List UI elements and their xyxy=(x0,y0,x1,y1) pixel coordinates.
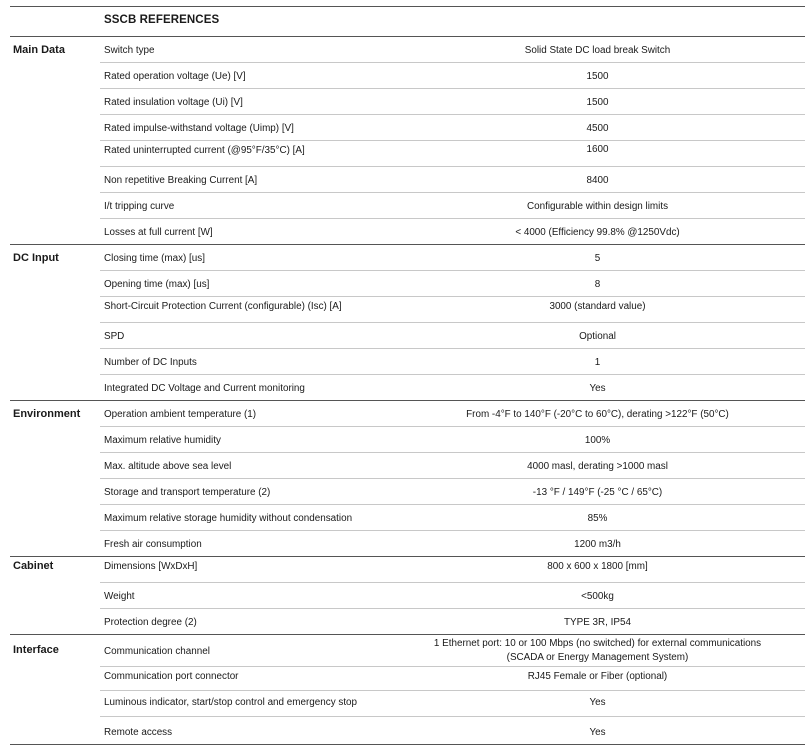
row-label: Operation ambient temperature (1) xyxy=(104,409,257,420)
row-value: -13 °F / 149°F (-25 °C / 65°C) xyxy=(532,487,663,498)
row-label: Maximum relative storage humidity without condensation xyxy=(104,513,353,524)
row-divider xyxy=(100,690,805,691)
row-value: 100% xyxy=(584,435,611,446)
row-label: Integrated DC Voltage and Current monitoring xyxy=(104,383,305,394)
row-divider xyxy=(100,716,805,717)
row-value: 1500 xyxy=(586,97,609,108)
row-divider xyxy=(100,270,805,271)
row-value: 4500 xyxy=(586,123,609,134)
row-value: 8 xyxy=(594,279,601,290)
section-name: DC Input xyxy=(13,252,59,264)
row-divider xyxy=(100,666,805,667)
table-bottom-rule xyxy=(10,744,805,745)
row-value: < 4000 (Efficiency 99.8% @1250Vdc) xyxy=(515,227,680,238)
row-value: From -4°F to 140°F (-20°C to 60°C), derating >122°F (50°C) xyxy=(466,409,729,420)
row-label: Rated operation voltage (Ue) [V] xyxy=(104,71,246,82)
row-label: Rated uninterrupted current (@95°F/35°C) [A] xyxy=(104,145,305,156)
row-label: Storage and transport temperature (2) xyxy=(104,487,271,498)
row-value: 5 xyxy=(594,253,601,264)
table-top-rule xyxy=(10,6,805,7)
row-divider xyxy=(100,582,805,583)
row-divider xyxy=(100,140,805,141)
row-value: Solid State DC load break Switch xyxy=(524,45,671,56)
row-divider xyxy=(100,504,805,505)
row-label: Weight xyxy=(104,591,135,602)
row-divider xyxy=(100,62,805,63)
section-rule xyxy=(10,556,805,557)
row-value: 1500 xyxy=(586,71,609,82)
row-value: Configurable within design limits xyxy=(526,201,669,212)
row-divider xyxy=(100,322,805,323)
row-label: Protection degree (2) xyxy=(104,617,197,628)
row-label: Fresh air consumption xyxy=(104,539,202,550)
row-value: RJ45 Female or Fiber (optional) xyxy=(527,671,668,682)
row-divider xyxy=(100,114,805,115)
row-label: Luminous indicator, start/stop control and emergency stop xyxy=(104,697,358,708)
section-rule xyxy=(10,244,805,245)
row-label: Communication port connector xyxy=(104,671,239,682)
row-divider xyxy=(100,192,805,193)
row-divider xyxy=(100,426,805,427)
section-name: Environment xyxy=(13,408,81,420)
row-value: Yes xyxy=(589,383,606,394)
row-divider xyxy=(100,608,805,609)
section-name: Main Data xyxy=(13,44,65,56)
section-rule xyxy=(10,36,805,37)
row-value: Yes xyxy=(589,697,606,708)
row-label: Non repetitive Breaking Current [A] xyxy=(104,175,258,186)
row-value: 3000 (standard value) xyxy=(549,301,646,312)
row-label: Maximum relative humidity xyxy=(104,435,221,446)
row-label: Remote access xyxy=(104,727,173,738)
row-value: Yes xyxy=(589,727,606,738)
row-value: 85% xyxy=(587,513,608,524)
row-label: Dimensions [WxDxH] xyxy=(104,561,198,572)
row-value: 8400 xyxy=(586,175,609,186)
row-label: I/t tripping curve xyxy=(104,201,175,212)
row-value: 1 xyxy=(594,357,601,368)
row-label: Number of DC Inputs xyxy=(104,357,197,368)
row-divider xyxy=(100,530,805,531)
row-label: Losses at full current [W] xyxy=(104,227,213,238)
row-label: Closing time (max) [us] xyxy=(104,253,205,264)
section-name: Cabinet xyxy=(13,560,54,572)
row-label: Short-Circuit Protection Current (configurable) (Isc) [A] xyxy=(104,301,342,312)
row-value: 1600 xyxy=(586,144,609,155)
row-value: 1 Ethernet port: 10 or 100 Mbps (no switched) for external communications (SCADA or Energy Management System) xyxy=(433,638,762,663)
row-value: 1200 m3/h xyxy=(574,539,621,550)
row-label: Rated impulse-withstand voltage (Uimp) [V] xyxy=(104,123,294,134)
row-label: SPD xyxy=(104,331,125,342)
section-name: Interface xyxy=(13,644,59,656)
row-divider xyxy=(100,348,805,349)
row-label: Opening time (max) [us] xyxy=(104,279,210,290)
section-rule xyxy=(10,400,805,401)
row-divider xyxy=(100,218,805,219)
row-divider xyxy=(100,296,805,297)
row-value: Optional xyxy=(579,331,616,342)
row-divider xyxy=(100,452,805,453)
row-label: Max. altitude above sea level xyxy=(104,461,232,472)
row-value: 4000 masl, derating >1000 masl xyxy=(527,461,668,472)
row-divider xyxy=(100,166,805,167)
row-divider xyxy=(100,478,805,479)
row-label: Switch type xyxy=(104,45,155,56)
row-label: Rated insulation voltage (Ui) [V] xyxy=(104,97,243,108)
table-title: SSCB REFERENCES xyxy=(104,14,220,26)
row-value: <500kg xyxy=(581,591,614,602)
section-rule xyxy=(10,634,805,635)
row-value: TYPE 3R, IP54 xyxy=(564,617,631,628)
row-value: 800 x 600 x 1800 [mm] xyxy=(547,561,648,572)
row-divider xyxy=(100,374,805,375)
row-divider xyxy=(100,88,805,89)
row-label: Communication channel xyxy=(104,646,210,657)
